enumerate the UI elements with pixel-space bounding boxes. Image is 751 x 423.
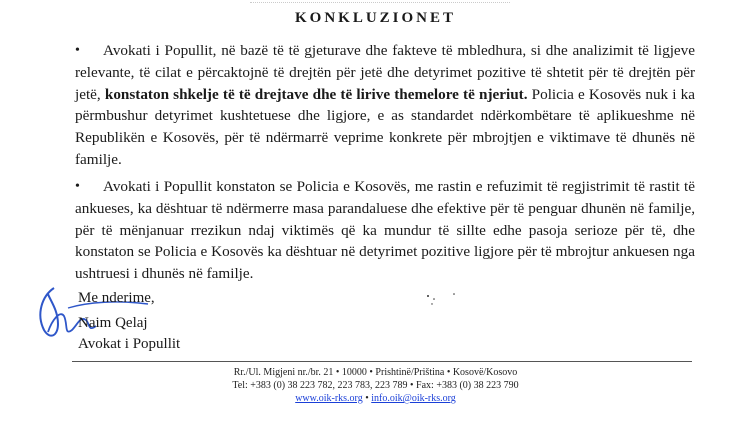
footer-links xyxy=(0,393,751,406)
signatory-title: Avokat i Popullit xyxy=(78,336,181,352)
section-heading: KONKLUZIONET xyxy=(294,10,457,26)
paragraph1-text-start: Avokati i Popullit, në bazë të të gjeturave dhe fakteve të mbledhura, si dhe analizimit të ligjeve relevante, të cilat e përcaktojnë të drejtën për jetë dhe detyrimet pozitive të shtetit për të drejtën për jetë, xyxy=(75,42,695,103)
paragraph1-text-end: Policia e Kosovës nuk i ka përmbushur detyrimet kushtetuese dhe ligjore, e as standardet ndërkombëtare të aplikueshme në Republikën e Kosovës, për të ndërmarrë veprime konkrete për mbrojtjen e viktimave të dhunës në familje. xyxy=(75,85,695,168)
signatory-name: Naim Qelaj xyxy=(78,315,148,331)
signoff-greeting: Me nderime, xyxy=(78,290,155,306)
footer-separator: • xyxy=(365,393,369,404)
conclusion-paragraph-2: Avokati i Popullit konstaton se Policia e Kosovës, me rastin e refuzimit të regjistrimit të rastit të ankueses, ka dështuar të ndërmerre masa parandaluese dhe efektive për të penguar dhunën në familje, për të mënjanuar rrezikun ndaj viktimës që ka mundur të sillte edhe pasoja serioze për të, dhe konstaton se Policia e Kosovës ka dështuar në detyrimet pozitive ligjore për të mbrojtur ankuesen nga ushtruesi i dhunës në familje. xyxy=(75,178,695,283)
website-link[interactable]: www.oik-rks.org xyxy=(295,393,363,404)
bullet-marker: • xyxy=(75,43,80,58)
paragraph1-bold-finding: konstaton shkelje të të drejtave dhe të lirive themelore të njeriut. xyxy=(104,85,528,103)
page-top-edge xyxy=(250,0,510,3)
bullet-marker: • xyxy=(75,179,80,194)
footer-contact: Tel: +383 (0) 38 223 782, 223 783, 223 789 • Fax: +383 (0) 38 223 790 xyxy=(232,380,519,391)
footer-address: Rr./Ul. Migjeni nr./br. 21 • 10000 • Prishtinë/Priština • Kosovë/Kosovo xyxy=(233,367,518,378)
email-link[interactable]: info.oik@oik-rks.org xyxy=(371,393,456,404)
conclusion-paragraph-1 xyxy=(75,40,695,171)
footer-divider xyxy=(72,361,692,362)
scan-specks xyxy=(420,290,460,310)
